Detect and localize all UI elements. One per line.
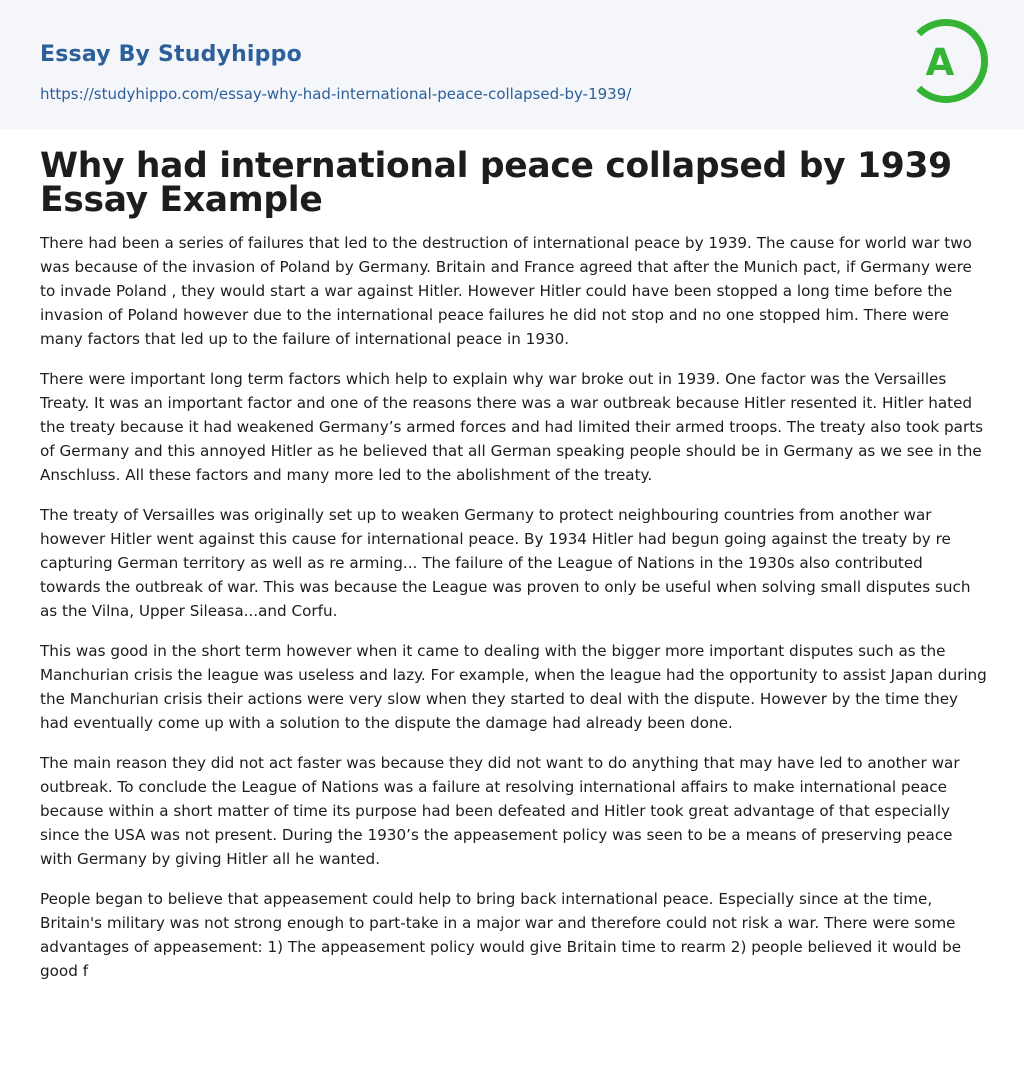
paragraph-3: The treaty of Versailles was originally set up to weaken Germany to protect neighbouring countries from another war however Hitler went against this cause for international peace. By 1934 Hitler had begun going against the treaty by re capturing German territory as well as re arming... The failure of the League of Nations in the 1930s also contributed towards the outbreak of war. This was because the League was proven to only be useful when solving small disputes such as the Vilna, Upper Sileasa...and Corfu. bbox=[40, 506, 971, 620]
paragraph-2: There were important long term factors which help to explain why war broke out in 1939. One factor was the Versailles Treaty. It was an important factor and one of the reasons there was a war outbreak because Hitler resented it. Hitler hated the treaty because it had weakened Germany’s armed forces and had limited their armed troops. The treaty also took parts of Germany and this annoyed Hitler as he believed that all German speaking people should be in Germany as we see in the Anschluss. All these factors and many more led to the abolishment of the treaty. bbox=[40, 370, 984, 484]
studyhippo-logo-icon[interactable] bbox=[903, 18, 989, 106]
article bbox=[40, 146, 988, 999]
article-body bbox=[40, 231, 988, 983]
site-header bbox=[0, 0, 1024, 129]
paragraph-6: People began to believe that appeasement could help to bring back international peace. Especially since at the time, Britain's military was not strong enough to part-take in a major war and therefore could not risk a war. There were some advantages of appeasement: 1) The appeasement policy would give Britain time to rearm 2) people believed it would be good f bbox=[40, 890, 962, 980]
paragraph-5: The main reason they did not act faster was because they did not want to do anything that may have led to another war outbreak. To conclude the League of Nations was a failure at resolving international affairs to make international peace because within a short matter of time its purpose had been defeated and Hitler took great advantage of that especially since the USA was not present. During the 1930’s the appeasement policy was seen to be a means of preserving peace with Germany by giving Hitler all he wanted. bbox=[40, 754, 960, 868]
page-title: Why had international peace collapsed by 1939 Essay Example bbox=[40, 146, 952, 220]
essay-url-link[interactable]: https://studyhippo.com/essay-why-had-international-peace-collapsed-by-1939/ bbox=[40, 85, 632, 103]
logo-letter: A bbox=[925, 41, 955, 84]
site-brand[interactable]: Essay By Studyhippo bbox=[40, 42, 302, 67]
paragraph-4: This was good in the short term however when it came to dealing with the bigger more important disputes such as the Manchurian crisis the league was useless and lazy. For example, when the league had the opportunity to assist Japan during the Manchurian crisis their actions were very slow when they started to deal with the dispute. However by the time they had eventually come up with a solution to the dispute the damage had already been done. bbox=[40, 642, 987, 732]
paragraph-1: There had been a series of failures that led to the destruction of international peace by 1939. The cause for world war two was because of the invasion of Poland by Germany. Britain and France agreed that after the Munich pact, if Germany were to invade Poland , they would start a war against Hitler. However Hitler could have been stopped a long time before the invasion of Poland however due to the international peace failures he did not stop and no one stopped him. There were many factors that led up to the failure of international peace in 1930. bbox=[40, 234, 972, 348]
